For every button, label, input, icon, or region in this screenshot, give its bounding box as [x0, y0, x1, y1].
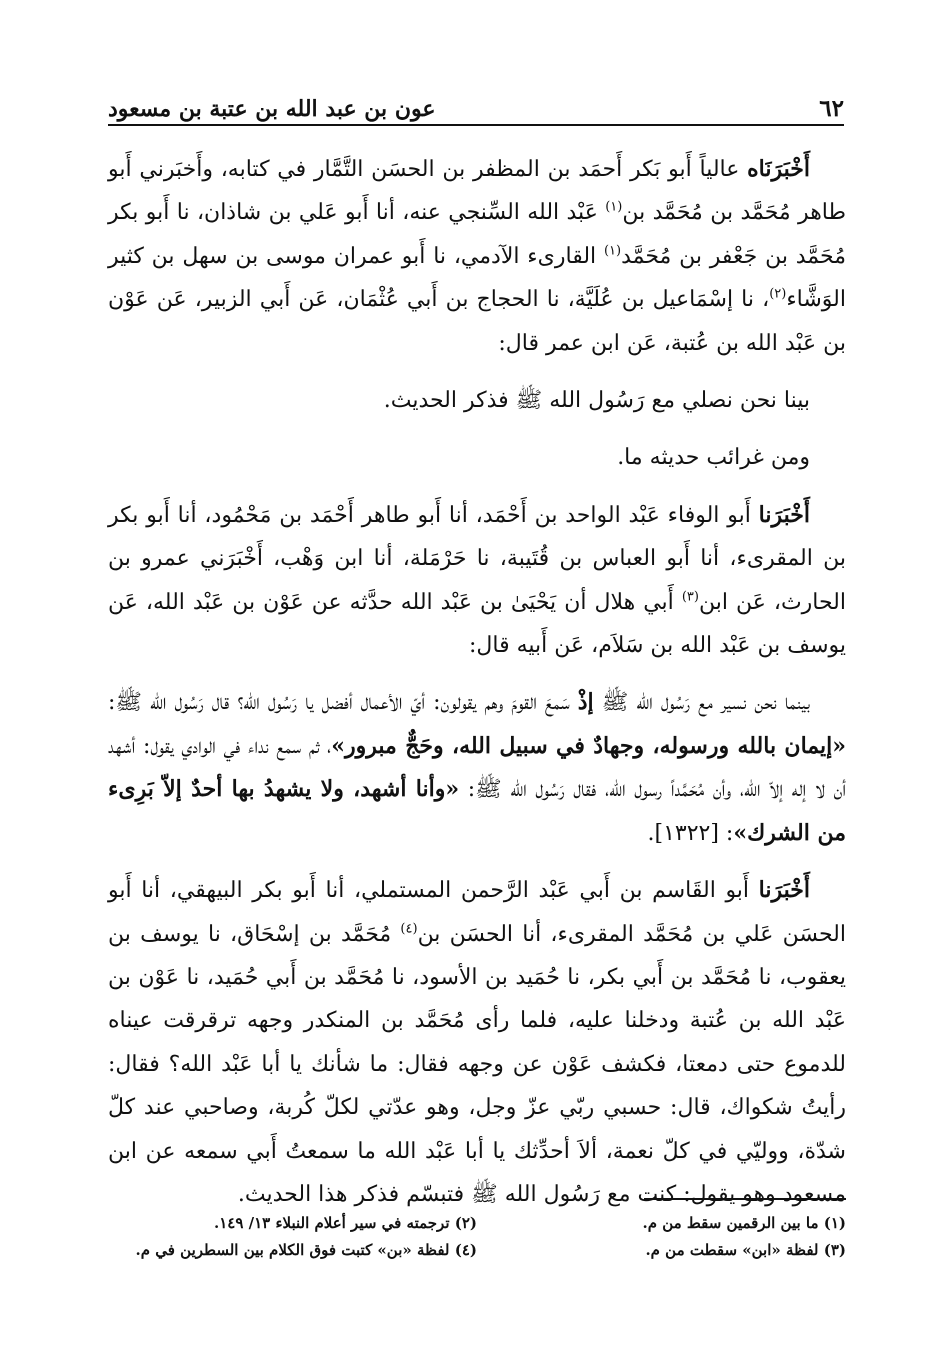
paragraph-lead: أَخْبَرَنَاه: [747, 156, 810, 182]
footnote-ref: (٢): [769, 286, 787, 302]
paragraph-text: ، نا إسْمَاعيل بن عُلَيَّة، نا الحجاج بن أَبي عُثْمَان، عَن أَبي الزبير، عَن عَوْن بن عَبْد الله بن عُتبة، عَن ابن عمر قال:: [108, 287, 846, 356]
footnote-3: (٣) لفظة «ابن» سقطت من م.: [645, 1241, 846, 1259]
footnotes: [108, 1210, 846, 1264]
footnote-ref: (٣): [681, 589, 699, 605]
paragraph-text: سَمعَ القومَ وهم يقولون: أيّ الأعمال أفضل يا رَسُول الله؟ قال رَسُول الله ﷺ:: [108, 690, 578, 716]
paragraph-text: أَبي هلال أن يَحْيَىٰ بن عَبْد الله حدَّثه عن عَوْن بن عَبْد الله، عَن يوسف بن عَبْد الله بن سَلاَم، عَن أَبيه قال:: [108, 589, 846, 659]
footnote-2: (٢) ترجمته في سير أعلام النبلاء ١٣/ ١٤٩.: [214, 1214, 477, 1232]
paragraph-text: عالياً أَبو بَكر أَحمَد بن المظفر بن الحسَن التَّمَّار في كتابه، وأَخبَرني أَبو طاهر مُحَمَّد بن مُحَمَّد بن: [108, 157, 847, 226]
paragraph-2: بينا نحن نصلي مع رَسُول الله ﷺ فذكر الحديث.: [383, 388, 810, 414]
page-number: ٦٢: [819, 95, 844, 122]
footnote-4: (٤) لفظة «بن» كتبت فوق الكلام بين السطرين في م.: [135, 1241, 477, 1259]
paragraph-1: [108, 148, 846, 365]
paragraph-3: ومن غرائب حديثه ما.: [617, 445, 810, 471]
paragraph-text: القارىء الآدمي، نا أَبو عمران موسى بن سهل بن كثير الوَشَّاء: [108, 243, 846, 313]
paragraph-4: [108, 494, 846, 668]
page-header: [108, 82, 844, 122]
paragraph-text: ، ثم سمع نداء في الوادي يقول: أشهد أن لا إله إلاّ الله، وأن مُحَمَّداً رسول الله، فقال رَسُول الله ﷺ:: [108, 733, 846, 803]
paragraph-text: أَبو الوفاء عَبْد الواحد بن أَحْمَد، أنا أَبو طاهر أَحْمَد بن مَحْمُود، أنا أَبو بكر بن المقرىء، أنا أَبو العباس بن قُتَيبة، نا حَرْمَلة، أنا ابن وَهْب، أَخْبَرَني عمرو بن الحارث، عَن ابن: [108, 502, 846, 615]
footnote-row: [108, 1237, 846, 1264]
paragraph-lead: أَخْبَرَنا: [758, 501, 810, 528]
paragraph-6: [108, 869, 846, 1216]
footnote-ref: (٤): [400, 921, 418, 937]
footnote-1: (١) ما بين الرقمين سقط من م.: [642, 1214, 846, 1232]
footnote-rule: [644, 1198, 846, 1200]
footnote-ref: (١): [605, 200, 623, 216]
footnote-ref: (١): [603, 243, 622, 259]
bold-phrase: إذْ: [577, 689, 594, 716]
header-rule: [108, 124, 844, 126]
hadith-quote: «إيمان بالله ورسوله، وجهادٌ في سبيل الله، وحَجٌّ مبرور»: [331, 732, 846, 759]
main-text: [108, 148, 846, 1216]
running-title: عون بن عبد الله بن عتبة بن مسعود: [108, 96, 436, 122]
hadith-number: : [١٣٢٢].: [647, 820, 734, 846]
paragraph-5: [108, 681, 846, 855]
footnote-row: [108, 1210, 846, 1237]
paragraph-text: بينما نحن نسير مع رَسُول الله ﷺ: [593, 690, 810, 716]
paragraph-lead: أَخْبَرَنا: [758, 877, 810, 904]
paragraph-text: عَبْد الله السِّنجي عنه، أنا أَبو عَلي بن شاذان، نا أَبو بكر مُحَمَّد بن جَعْفر بن مُحَمَّد: [108, 200, 846, 269]
paragraph-text: أَبو القَاسم بن أَبي عَبْد الرَّحمن المستملي، أنا أَبو بكر البيهقي، أنا أَبو الحسَن عَلي بن مُحَمَّد المقرىء، أنا الحسَن بن: [108, 878, 846, 947]
paragraph-text: مُحَمَّد بن إسْحَاق، نا يوسف بن يعقوب، نا مُحَمَّد بن أَبي بكر، نا حُمَيد بن الأسود، نا مُحَمَّد بن أَبي حُمَيد، نا عَوْن بن عَبْد الله بن عُتبة ودخلنا عليه، فلما رأى مُحَمَّد بن المنكدر وجهه ترقرقت عيناه للدموع حتى دمعتا، فكشف عَوْن عن وجهه فقال: ما شأنك يا أبا عَبْد الله؟ فقال: رأيتُ شكواك، قال: حسبي ربّي عزّ وجل، وهو عدّتي لكلّ كُربة، وصاحبي عند كلّ شدّة، ووليّي في كلّ نعمة، ألاَ أحدِّثك يا أبا عَبْد الله ما سمعتُ أَبي سمعه عن ابن مسعود وهو يقول: كنت مع رَسُول الله ﷺ فتبسّم فذكر هذا الحديث.: [108, 921, 846, 1207]
hadith-quote: «وأنا أشهد، ولا يشهدُ بها أحدٌ إلاّ بَرِىء من الشرك»: [108, 776, 846, 846]
